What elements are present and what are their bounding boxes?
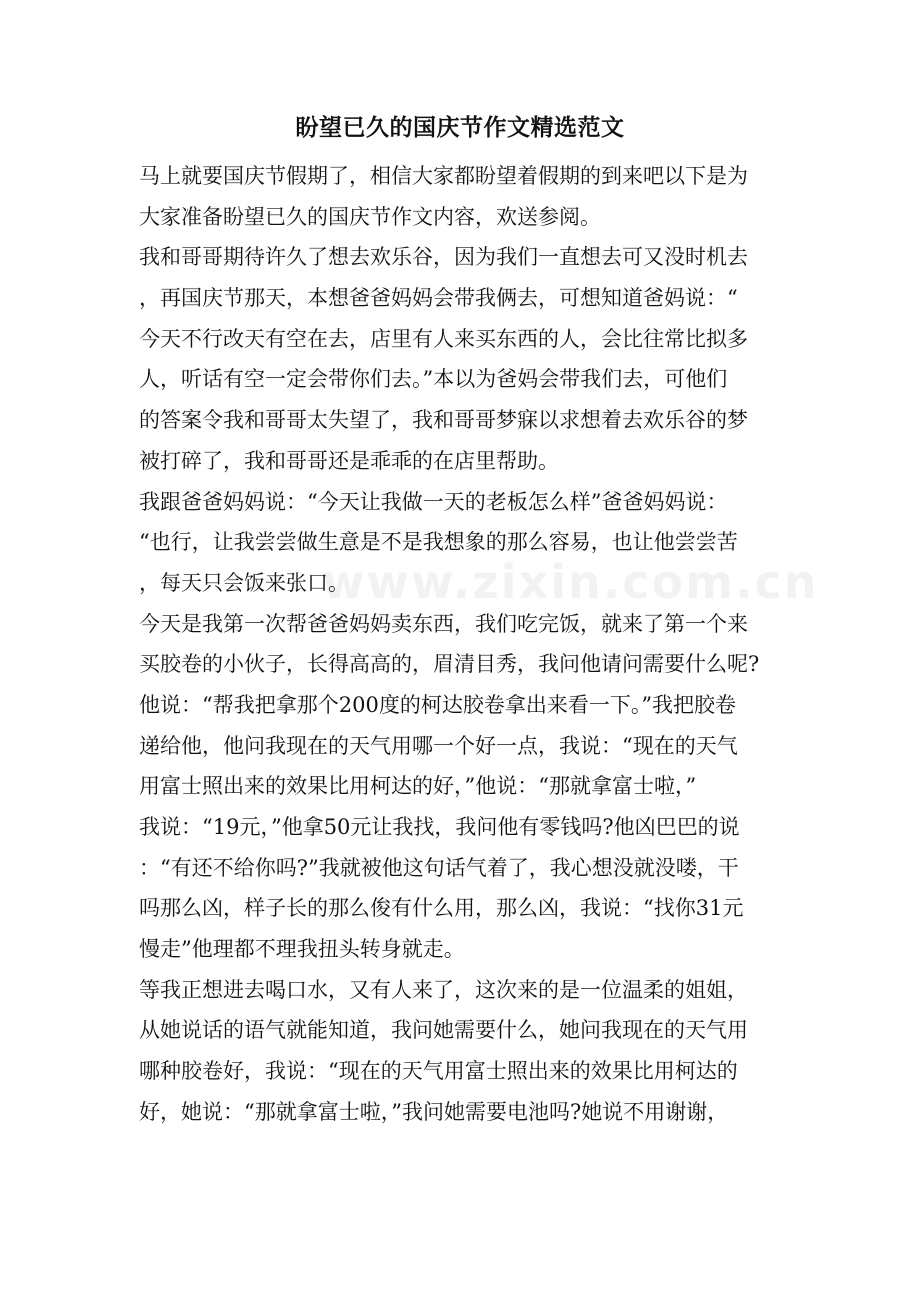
text-line: 我跟爸爸妈妈说：“今天让我做一天的老板怎么样”爸爸妈妈说： bbox=[139, 489, 728, 514]
text-line: 大家准备盼望已久的国庆节作文内容，欢送参阅。 bbox=[139, 204, 601, 229]
text-line: “也行，让我尝尝做生意是不是我想象的那么容易，也让他尝尝苦 bbox=[139, 530, 738, 555]
text-line: 从她说话的语气就能知道，我问她需要什么，她问我现在的天气用 bbox=[139, 1018, 748, 1043]
text-line: 他说：“帮我把拿那个200度的柯达胶卷拿出来看一下。”我把胶卷 bbox=[139, 692, 737, 717]
text-line: 我说：“19元，”他拿50元让我找，我问他有零钱吗?他凶巴巴的说 bbox=[139, 815, 740, 839]
text-line: 今天是我第一次帮爸爸妈妈卖东西，我们吃完饭，就来了第一个来 bbox=[139, 611, 748, 636]
text-line: 人，听话有空一定会带你们去。”本以为爸妈会带我们去，可他们 bbox=[139, 367, 728, 392]
document-title: 盼望已久的国庆节作文精选范文 bbox=[295, 114, 625, 141]
text-line: ：“有还不给你吗?”我就被他这句话气着了，我心想没就没喽，干 bbox=[139, 855, 739, 880]
text-line: 递给他，他问我现在的天气用哪一个好一点，我说：“现在的天气 bbox=[139, 733, 738, 758]
text-line: ，每天只会饭来张口。 bbox=[139, 570, 349, 595]
text-line: 马上就要国庆节假期了，相信大家都盼望着假期的到来吧以下是为 bbox=[139, 164, 748, 188]
text-line: 的答案令我和哥哥太失望了，我和哥哥梦寐以求想着去欢乐谷的梦 bbox=[139, 408, 748, 433]
text-line: 好，她说：“那就拿富士啦，”我问她需要电池吗?她说不用谢谢， bbox=[139, 1099, 729, 1124]
text-line: 买胶卷的小伙子，长得高高的，眉清目秀，我问他请问需要什么呢? bbox=[139, 652, 760, 677]
document-body bbox=[139, 156, 781, 1133]
text-line: 哪种胶卷好，我说：“现在的天气用富士照出来的效果比用柯达的 bbox=[139, 1059, 738, 1084]
text-line: 吗那么凶，样子长的那么俊有什么用，那么凶，我说：“找你31元 bbox=[139, 896, 744, 921]
text-line: 等我正想进去喝口水，又有人来了，这次来的是一位温柔的姐姐， bbox=[139, 977, 748, 1002]
text-line: 用富士照出来的效果比用柯达的好，”他说：“那就拿富士啦，” bbox=[139, 774, 697, 799]
text-line: 慢走”他理都不理我扭头转身就走。 bbox=[139, 937, 465, 962]
text-line: 我和哥哥期待许久了想去欢乐谷，因为我们一直想去可又没时机去 bbox=[139, 245, 748, 270]
text-line: ，再国庆节那天，本想爸爸妈妈会带我俩去，可想知道爸妈说：“ bbox=[139, 286, 738, 311]
text-line: 被打碎了，我和哥哥还是乖乖的在店里帮助。 bbox=[139, 448, 559, 473]
watermark: www.zixin.com.cn bbox=[322, 555, 819, 609]
text-line: 今天不行改天有空在去，店里有人来买东西的人，会比往常比拟多 bbox=[139, 326, 748, 351]
